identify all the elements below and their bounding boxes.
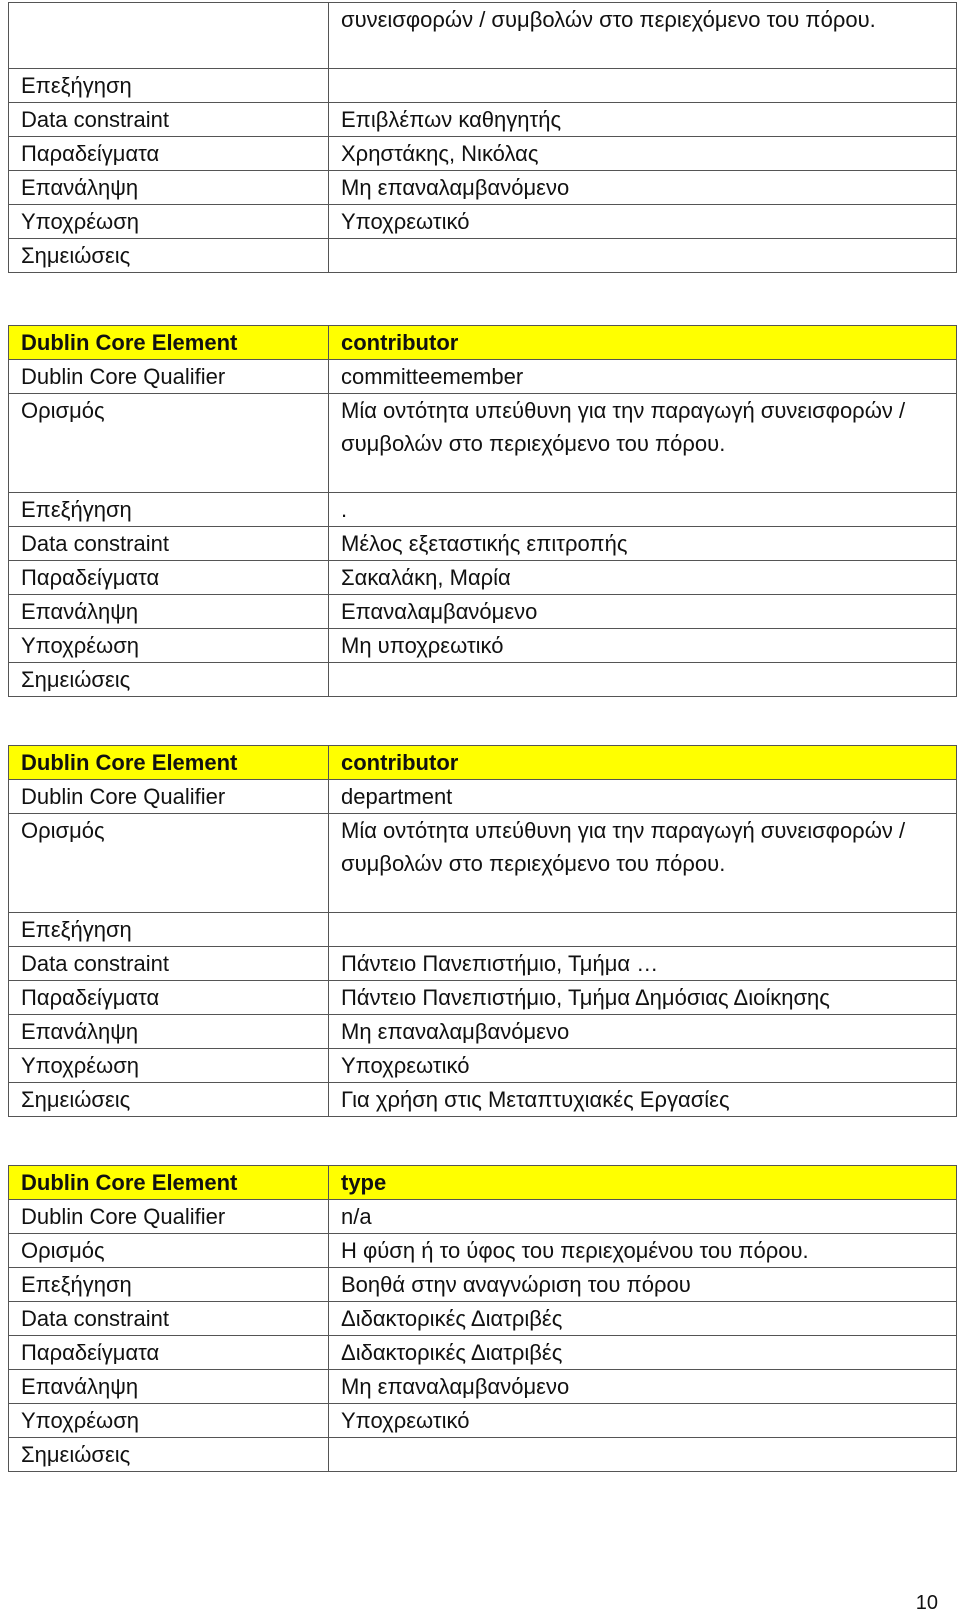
row-value: Μη επαναλαμβανόμενο [329, 171, 957, 205]
table-row [9, 913, 957, 947]
table-header-row [9, 1166, 957, 1200]
row-label: Υποχρέωση [9, 1049, 329, 1083]
row-label: Παραδείγματα [9, 1336, 329, 1370]
row-label: Επεξήγηση [9, 493, 329, 527]
row-value: Σακαλάκη, Μαρία [329, 561, 957, 595]
table-row [9, 814, 957, 913]
row-value: συνεισφορών / συμβολών στο περιεχόμενο του πόρου. [329, 3, 957, 69]
header-label: Dublin Core Element [9, 746, 329, 780]
row-label: Σημειώσεις [9, 1083, 329, 1117]
row-label: Data constraint [9, 103, 329, 137]
row-label: Dublin Core Qualifier [9, 360, 329, 394]
row-value: Πάντειο Πανεπιστήμιο, Τμήμα Δημόσιας Διοίκησης [329, 981, 957, 1015]
row-label: Ορισμός [9, 1234, 329, 1268]
row-label: Υποχρέωση [9, 1404, 329, 1438]
table-row [9, 3, 957, 69]
row-label: Ορισμός [9, 394, 329, 493]
table-row [9, 629, 957, 663]
row-value: Βοηθά στην αναγνώριση του πόρου [329, 1268, 957, 1302]
row-value: Χρηστάκης, Νικόλας [329, 137, 957, 171]
row-value: Μία οντότητα υπεύθυνη για την παραγωγή συνεισφορών / συμβολών στο περιεχόμενο του πόρου. [329, 814, 957, 913]
table-row [9, 103, 957, 137]
table-row [9, 137, 957, 171]
row-value: Επαναλαμβανόμενο [329, 595, 957, 629]
row-label: Παραδείγματα [9, 561, 329, 595]
table-row [9, 527, 957, 561]
row-value [329, 1438, 957, 1472]
table-row [9, 1015, 957, 1049]
table-row [9, 360, 957, 394]
row-label: Dublin Core Qualifier [9, 1200, 329, 1234]
row-label: Σημειώσεις [9, 1438, 329, 1472]
table-header-row [9, 746, 957, 780]
table-row [9, 663, 957, 697]
row-value: Μη επαναλαμβανόμενο [329, 1370, 957, 1404]
table-row [9, 1302, 957, 1336]
row-label: Data constraint [9, 1302, 329, 1336]
table-row [9, 595, 957, 629]
row-value: department [329, 780, 957, 814]
table-row [9, 1370, 957, 1404]
metadata-table-type [8, 1165, 957, 1472]
row-value: . [329, 493, 957, 527]
table-row [9, 1336, 957, 1370]
row-label: Dublin Core Qualifier [9, 780, 329, 814]
row-value: committeemember [329, 360, 957, 394]
row-label: Επανάληψη [9, 1370, 329, 1404]
header-value: type [329, 1166, 957, 1200]
row-value: Η φύση ή το ύφος του περιεχομένου του πόρου. [329, 1234, 957, 1268]
table-row [9, 239, 957, 273]
row-value: Επιβλέπων καθηγητής [329, 103, 957, 137]
table-row [9, 69, 957, 103]
row-label: Υποχρέωση [9, 205, 329, 239]
table-row [9, 981, 957, 1015]
table-row [9, 1083, 957, 1117]
row-value: Μία οντότητα υπεύθυνη για την παραγωγή συνεισφορών / συμβολών στο περιεχόμενο του πόρου. [329, 394, 957, 493]
header-value: contributor [329, 326, 957, 360]
metadata-table-thesis-advisor [8, 2, 957, 273]
metadata-table-committee-member [8, 325, 957, 697]
row-label: Επεξήγηση [9, 913, 329, 947]
table-header-row [9, 326, 957, 360]
table-row [9, 394, 957, 493]
row-label: Σημειώσεις [9, 239, 329, 273]
table-row [9, 1234, 957, 1268]
row-value [329, 663, 957, 697]
row-label: Ορισμός [9, 814, 329, 913]
metadata-table-department [8, 745, 957, 1117]
table-row [9, 780, 957, 814]
row-label: Επεξήγηση [9, 69, 329, 103]
table-row [9, 1404, 957, 1438]
row-value [329, 913, 957, 947]
row-value [329, 69, 957, 103]
row-label: Υποχρέωση [9, 629, 329, 663]
row-label: Επανάληψη [9, 595, 329, 629]
row-value: Μέλος εξεταστικής επιτροπής [329, 527, 957, 561]
row-label: Data constraint [9, 527, 329, 561]
table-row [9, 171, 957, 205]
row-value: n/a [329, 1200, 957, 1234]
header-value: contributor [329, 746, 957, 780]
row-value: Για χρήση στις Μεταπτυχιακές Εργασίες [329, 1083, 957, 1117]
row-label [9, 3, 329, 69]
row-value: Υποχρεωτικό [329, 205, 957, 239]
row-label: Επανάληψη [9, 171, 329, 205]
table-row [9, 205, 957, 239]
row-value: Υποχρεωτικό [329, 1404, 957, 1438]
row-value: Διδακτορικές Διατριβές [329, 1336, 957, 1370]
row-label: Επανάληψη [9, 1015, 329, 1049]
row-label: Data constraint [9, 947, 329, 981]
table-row [9, 1268, 957, 1302]
table-row [9, 1200, 957, 1234]
row-value: Μη επαναλαμβανόμενο [329, 1015, 957, 1049]
row-value: Πάντειο Πανεπιστήμιο, Τμήμα … [329, 947, 957, 981]
table-row [9, 561, 957, 595]
table-row [9, 947, 957, 981]
page-number: 10 [915, 1592, 938, 1614]
row-value [329, 239, 957, 273]
row-label: Παραδείγματα [9, 137, 329, 171]
header-label: Dublin Core Element [9, 326, 329, 360]
table-row [9, 493, 957, 527]
row-value: Διδακτορικές Διατριβές [329, 1302, 957, 1336]
table-row [9, 1438, 957, 1472]
row-label: Παραδείγματα [9, 981, 329, 1015]
row-label: Επεξήγηση [9, 1268, 329, 1302]
row-value: Υποχρεωτικό [329, 1049, 957, 1083]
table-row [9, 1049, 957, 1083]
header-label: Dublin Core Element [9, 1166, 329, 1200]
row-value: Μη υποχρεωτικό [329, 629, 957, 663]
row-label: Σημειώσεις [9, 663, 329, 697]
